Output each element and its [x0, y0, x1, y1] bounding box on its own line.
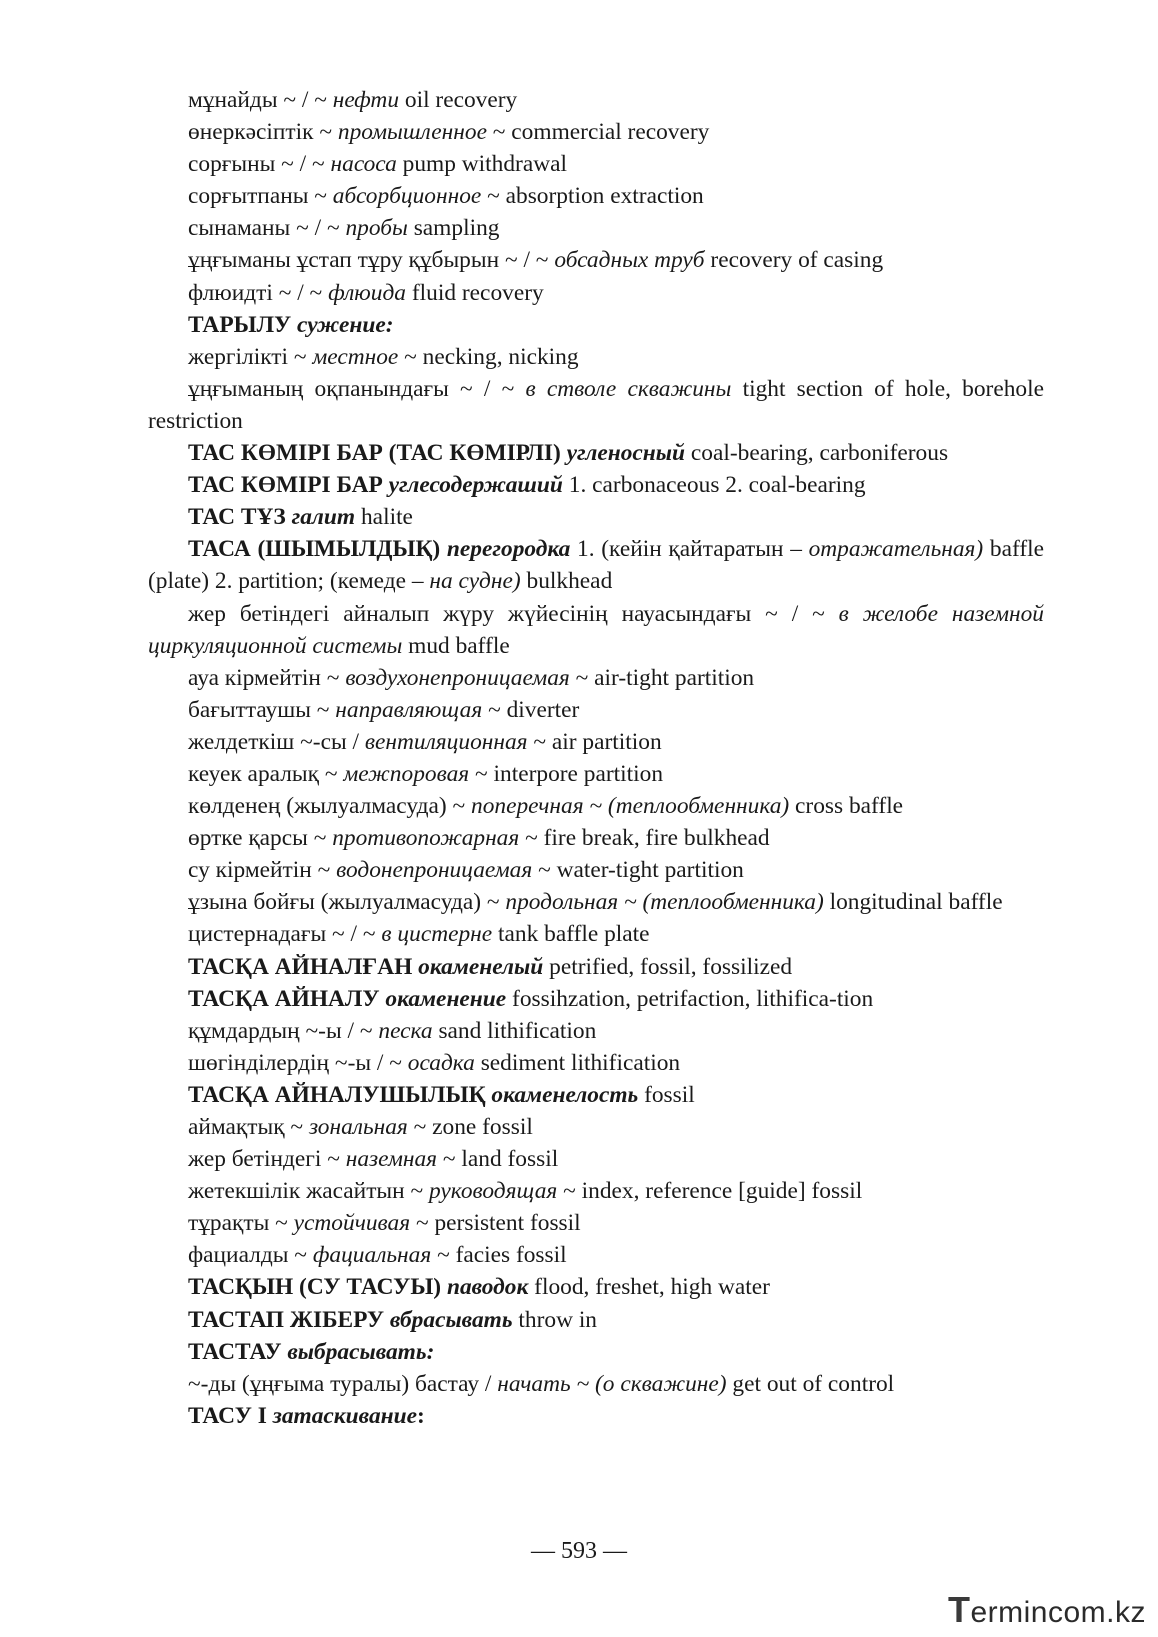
- entry-text: ~ persistent fossil: [410, 1210, 581, 1237]
- dictionary-subentry: [148, 212, 1044, 244]
- headword: ТАРЫЛУ: [188, 311, 298, 338]
- entry-text: мұнайды ~ / ~: [188, 87, 333, 113]
- dictionary-subentry: [148, 918, 1044, 950]
- dictionary-headword-entry: [148, 1079, 1044, 1111]
- dictionary-subentry: [148, 758, 1044, 790]
- russian-term: обсадных труб: [554, 247, 705, 274]
- headword: ТАСА (ШЫМЫЛДЫҚ): [188, 536, 447, 563]
- russian-term: нефти: [332, 87, 400, 113]
- dictionary-subentry: [148, 662, 1044, 694]
- entry-text: bulkhead: [520, 568, 613, 595]
- dictionary-headword-entry: [148, 533, 1044, 597]
- entry-text: сорғыны ~ / ~: [188, 151, 331, 178]
- russian-term: галит: [291, 504, 356, 531]
- dictionary-subentry: [148, 1047, 1044, 1079]
- dictionary-page-body: [148, 84, 1044, 1432]
- dictionary-subentry: [148, 1015, 1044, 1047]
- russian-term: направляющая: [335, 696, 483, 723]
- entry-text: кейін қайтаратын –: [609, 536, 809, 563]
- entry-text: sand lithification: [432, 1017, 597, 1044]
- russian-term: угленосный: [566, 440, 686, 467]
- russian-term: фациальная: [312, 1242, 432, 1269]
- entry-text: ~ absorption extraction: [481, 183, 704, 210]
- dictionary-subentry: [148, 180, 1044, 212]
- russian-term: начать ~ (о скважине): [497, 1370, 727, 1397]
- russian-term: паводок: [446, 1274, 529, 1301]
- entry-text: ~ necking, nicking: [398, 343, 579, 370]
- dictionary-headword-entry: [148, 1336, 1044, 1368]
- dictionary-subentry: [148, 1239, 1044, 1271]
- russian-term: межпоровая: [343, 760, 470, 787]
- entry-text: ~ air partition: [527, 728, 662, 755]
- page-number: — 593 —: [531, 1538, 627, 1564]
- dictionary-subentry: [148, 790, 1044, 822]
- russian-term: вбрасывать: [389, 1306, 513, 1333]
- headword: ТАСТАП ЖІБЕРУ: [188, 1306, 390, 1333]
- russian-term: зональная: [308, 1114, 408, 1140]
- russian-term: сужение:: [297, 311, 394, 338]
- russian-term: в стволе скважины: [525, 375, 732, 402]
- russian-term: устойчивая: [293, 1210, 411, 1237]
- russian-term: пробы: [345, 215, 408, 242]
- russian-term: водонепроницаемая: [336, 857, 533, 884]
- entry-text: ~ zone fossil: [407, 1114, 533, 1140]
- russian-term: перегородка: [446, 536, 571, 563]
- russian-term: углесодержаший: [388, 472, 563, 499]
- russian-term: абсорбционное: [332, 183, 482, 210]
- dictionary-headword-entry: [148, 983, 1044, 1015]
- entry-text: өнеркәсіптік ~: [188, 119, 338, 146]
- dictionary-subentry: [148, 116, 1044, 148]
- headword: ТАС ТҰЗ: [188, 504, 292, 531]
- dictionary-headword-entry: [148, 1400, 1044, 1432]
- dictionary-subentry: [148, 1368, 1044, 1400]
- entry-text: өртке қарсы ~: [188, 825, 333, 852]
- dictionary-subentry: [148, 726, 1044, 758]
- logo-text: ermincom.kz: [970, 1596, 1146, 1629]
- russian-term: вентиляционная: [364, 728, 528, 755]
- dictionary-subentry: [148, 84, 1044, 116]
- dictionary-headword-entry: [148, 1271, 1044, 1303]
- russian-term: местное: [312, 343, 399, 370]
- russian-term: окаменение: [385, 985, 507, 1012]
- russian-term: выбрасывать:: [287, 1338, 435, 1365]
- russian-term: на судне): [429, 568, 521, 595]
- headword: :: [417, 1402, 425, 1429]
- russian-term: противопожарная: [332, 825, 520, 852]
- russian-term: окаменелость: [491, 1081, 639, 1108]
- entry-text: фациалды ~: [188, 1242, 313, 1269]
- entry-text: coal-bearing, carboniferous: [685, 440, 949, 467]
- entry-text: baffle (plate) 2. partition; (кемеде –: [148, 536, 1045, 595]
- entry-text: cross baffle: [789, 793, 904, 820]
- russian-term: песка: [378, 1017, 433, 1044]
- entry-text: throw in: [512, 1306, 598, 1333]
- dictionary-subentry: [148, 341, 1044, 373]
- dictionary-subentry: [148, 1207, 1044, 1239]
- russian-term: наземная: [345, 1146, 438, 1173]
- entry-text: ұзына бойғы (жылуалмасуда) ~: [188, 889, 506, 916]
- dictionary-subentry: [148, 277, 1044, 309]
- entry-text: ~ land fossil: [437, 1146, 559, 1173]
- russian-term: затаскивание: [272, 1402, 418, 1429]
- entry-text: ~-ды (ұңғыма туралы) бастау /: [188, 1370, 498, 1397]
- russian-term: продольная ~ (теплообменника): [505, 889, 824, 916]
- russian-term: осадка: [407, 1049, 475, 1076]
- entry-text: аймақтық ~: [188, 1114, 309, 1140]
- entry-text: жер бетіндегі айналып жүру жүйесінің науасындағы ~ / ~: [188, 600, 839, 627]
- dictionary-headword-entry: [148, 309, 1044, 341]
- entry-text: флюидті ~ / ~: [188, 279, 329, 306]
- entry-text: ~ facies fossil: [431, 1242, 567, 1269]
- headword: ТАСТАУ: [188, 1338, 288, 1365]
- entry-text: fossihzation, petrifaction, lithifica-tion: [506, 985, 874, 1012]
- headword: ТАСУ I: [188, 1402, 273, 1429]
- entry-text: tank baffle plate: [492, 921, 650, 948]
- headword: ТАС КӨМІРІ БАР (ТАС КӨМІРЛІ): [188, 440, 567, 467]
- entry-text: цистернадағы ~ / ~: [188, 921, 382, 948]
- dictionary-headword-entry: [148, 469, 1044, 501]
- entry-text: жер бетіндегі ~: [188, 1146, 346, 1173]
- entry-text: ~ commercial recovery: [486, 119, 710, 146]
- russian-term: руководящая: [429, 1178, 558, 1205]
- dictionary-subentry: [148, 886, 1044, 918]
- dictionary-subentry: [148, 1175, 1044, 1207]
- entry-text: ~ water-tight partition: [532, 857, 744, 884]
- entry-text: желдеткіш ~-сы /: [188, 728, 365, 755]
- logo-letter-t: T: [947, 1589, 971, 1630]
- entry-text: petrified, fossil, fossilized: [543, 953, 793, 980]
- dictionary-headword-entry: [148, 1304, 1044, 1336]
- entry-text: ~ interpore partition: [469, 760, 664, 787]
- termincom-logo[interactable]: [948, 1589, 1146, 1631]
- entry-text: тұрақты ~: [188, 1210, 294, 1237]
- entry-text: бағыттаушы ~: [188, 696, 336, 723]
- russian-term: отражательная): [808, 536, 984, 563]
- entry-text: sediment lithification: [474, 1049, 681, 1076]
- russian-term: окаменелый: [418, 953, 544, 980]
- entry-text: tight section of hole, borehole restriction: [148, 375, 1044, 434]
- entry-text: pump withdrawal: [396, 151, 567, 178]
- entry-text: ұңғыманың оқпанындағы ~ / ~: [188, 375, 526, 402]
- entry-text: сорғытпаны ~: [188, 183, 333, 210]
- russian-term: флюида: [328, 279, 407, 306]
- russian-term: насоса: [330, 151, 397, 178]
- entry-text: ұңғыманы ұстап тұру құбырын ~ / ~: [188, 247, 555, 274]
- dictionary-subentry: [148, 1143, 1044, 1175]
- entry-text: recovery of casing: [704, 247, 884, 274]
- russian-term: в цистерне: [381, 921, 493, 948]
- entry-text: flood, freshet, high water: [528, 1274, 770, 1301]
- dictionary-subentry: [148, 244, 1044, 276]
- entry-text: жергілікті ~: [188, 343, 313, 370]
- russian-term: в желобе наземной циркуляционной системы: [148, 600, 1044, 659]
- russian-term: воздухонепроницаемая: [345, 664, 570, 691]
- russian-term: поперечная ~ (теплообменника): [471, 793, 790, 820]
- entry-text: get out of control: [726, 1370, 895, 1397]
- entry-text: құмдардың ~-ы / ~: [188, 1017, 379, 1044]
- dictionary-subentry: [148, 148, 1044, 180]
- dictionary-headword-entry: [148, 437, 1044, 469]
- entry-text: ~ fire break, fire bulkhead: [519, 825, 770, 852]
- entry-text: ~ diverter: [482, 696, 580, 723]
- entry-text: sampling: [407, 215, 500, 242]
- headword: ТАСҚЫН (СУ ТАСУЫ): [188, 1274, 447, 1301]
- dictionary-subentry: [148, 822, 1044, 854]
- russian-term: промышленное: [337, 119, 487, 146]
- dictionary-headword-entry: [148, 501, 1044, 533]
- dictionary-subentry: [148, 373, 1044, 437]
- entry-text: 1. (: [570, 536, 610, 563]
- entry-text: fossil: [638, 1081, 695, 1108]
- entry-text: longitudinal baffle: [823, 889, 1003, 916]
- entry-text: ~ air-tight partition: [569, 664, 755, 691]
- dictionary-subentry: [148, 598, 1044, 662]
- entry-text: су кірмейтін ~: [188, 857, 337, 884]
- entry-text: шөгінділердің ~-ы / ~: [188, 1049, 408, 1076]
- entry-text: 1. carbonaceous 2. coal-bearing: [562, 472, 866, 499]
- entry-text: ауа кірмейтін ~: [188, 664, 346, 691]
- entry-text: oil recovery: [399, 87, 518, 113]
- headword: ТАСҚА АЙНАЛУ: [188, 985, 386, 1012]
- dictionary-subentry: [148, 854, 1044, 886]
- dictionary-headword-entry: [148, 951, 1044, 983]
- entry-text: кеуек аралық ~: [188, 760, 344, 787]
- entry-text: көлденең (жылуалмасуда) ~: [188, 793, 472, 820]
- entry-text: halite: [355, 504, 413, 531]
- entry-text: fluid recovery: [406, 279, 544, 306]
- dictionary-subentry: [148, 1111, 1044, 1143]
- entry-text: ~ index, reference [guide] fossil: [557, 1178, 863, 1205]
- dictionary-subentry: [148, 694, 1044, 726]
- headword: ТАСҚА АЙНАЛҒАН: [188, 953, 419, 980]
- entry-text: жетекшілік жасайтын ~: [188, 1178, 430, 1205]
- headword: ТАСҚА АЙНАЛУШЫЛЫҚ: [188, 1081, 492, 1108]
- headword: ТАС КӨМІРІ БАР: [188, 472, 389, 499]
- entry-text: mud baffle: [402, 632, 510, 659]
- entry-text: сынаманы ~ / ~: [188, 215, 346, 242]
